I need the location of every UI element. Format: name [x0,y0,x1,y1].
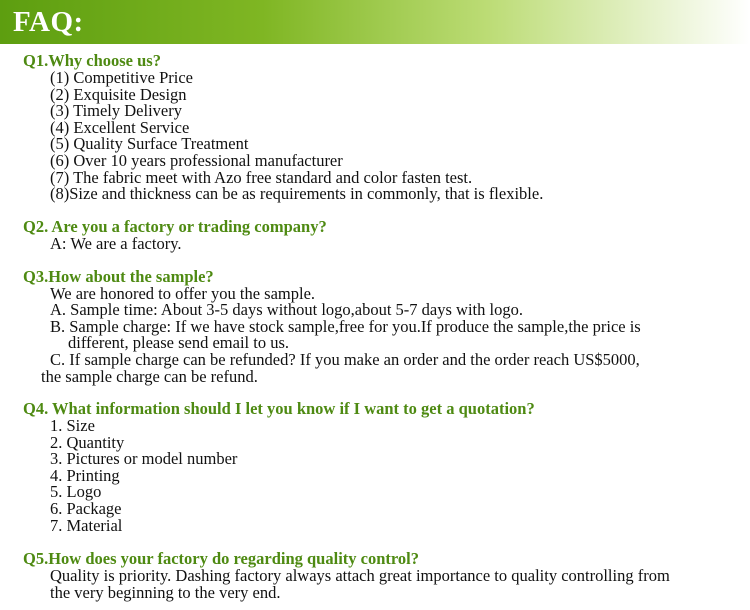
answer-1-line: (8)Size and thickness can be as requirements in commonly, that is flexible. [50,184,544,203]
question-1: Q1.Why choose us? [23,51,161,70]
answer-3-line: We are honored to offer you the sample. [50,284,316,303]
question-5: Q5.How does your factory do regarding quality control? [23,549,419,568]
answer-4-line: 2. Quantity [50,433,125,452]
faq-banner [0,0,750,44]
answer-1-line: (7) The fabric meet with Azo free standard and color fasten test. [50,168,473,187]
answer-1-line: (1) Competitive Price [50,68,193,87]
answer-5-line: the very beginning to the very end. [50,583,281,602]
question-4: Q4. What information should I let you know if I want to get a quotation? [23,399,535,418]
answer-4-line: 1. Size [50,416,95,435]
answer-3-line: C. If sample charge can be refunded? If you make an order and the order reach US$5000, [50,350,640,369]
answer-4-line: 3. Pictures or model number [50,449,238,468]
answer-3-line: A. Sample time: About 3-5 days without logo,about 5-7 days with logo. [50,300,523,319]
answer-1-line: (6) Over 10 years professional manufacturer [50,151,343,170]
answer-1-line: (5) Quality Surface Treatment [50,134,249,153]
answer-3-line: the sample charge can be refund. [41,367,258,386]
question-3: Q3.How about the sample? [23,267,214,286]
answer-4-line: 5. Logo [50,482,102,501]
answer-3-line: B. Sample charge: If we have stock sample,free for you.If produce the sample,the price is [50,317,641,336]
answer-2-line: A: We are a factory. [50,234,182,253]
answer-1-line: (4) Excellent Service [50,118,190,137]
answer-5-line: Quality is priority. Dashing factory always attach great importance to quality controlling from [50,566,670,585]
answer-3-line: different, please send email to us. [68,333,290,352]
answer-1-line: (2) Exquisite Design [50,85,187,104]
question-2: Q2. Are you a factory or trading company? [23,217,327,236]
faq-title: FAQ: [13,6,84,38]
answer-4-line: 7. Material [50,516,123,535]
answer-1-line: (3) Timely Delivery [50,101,182,120]
answer-4-line: 4. Printing [50,466,120,485]
answer-4-line: 6. Package [50,499,122,518]
